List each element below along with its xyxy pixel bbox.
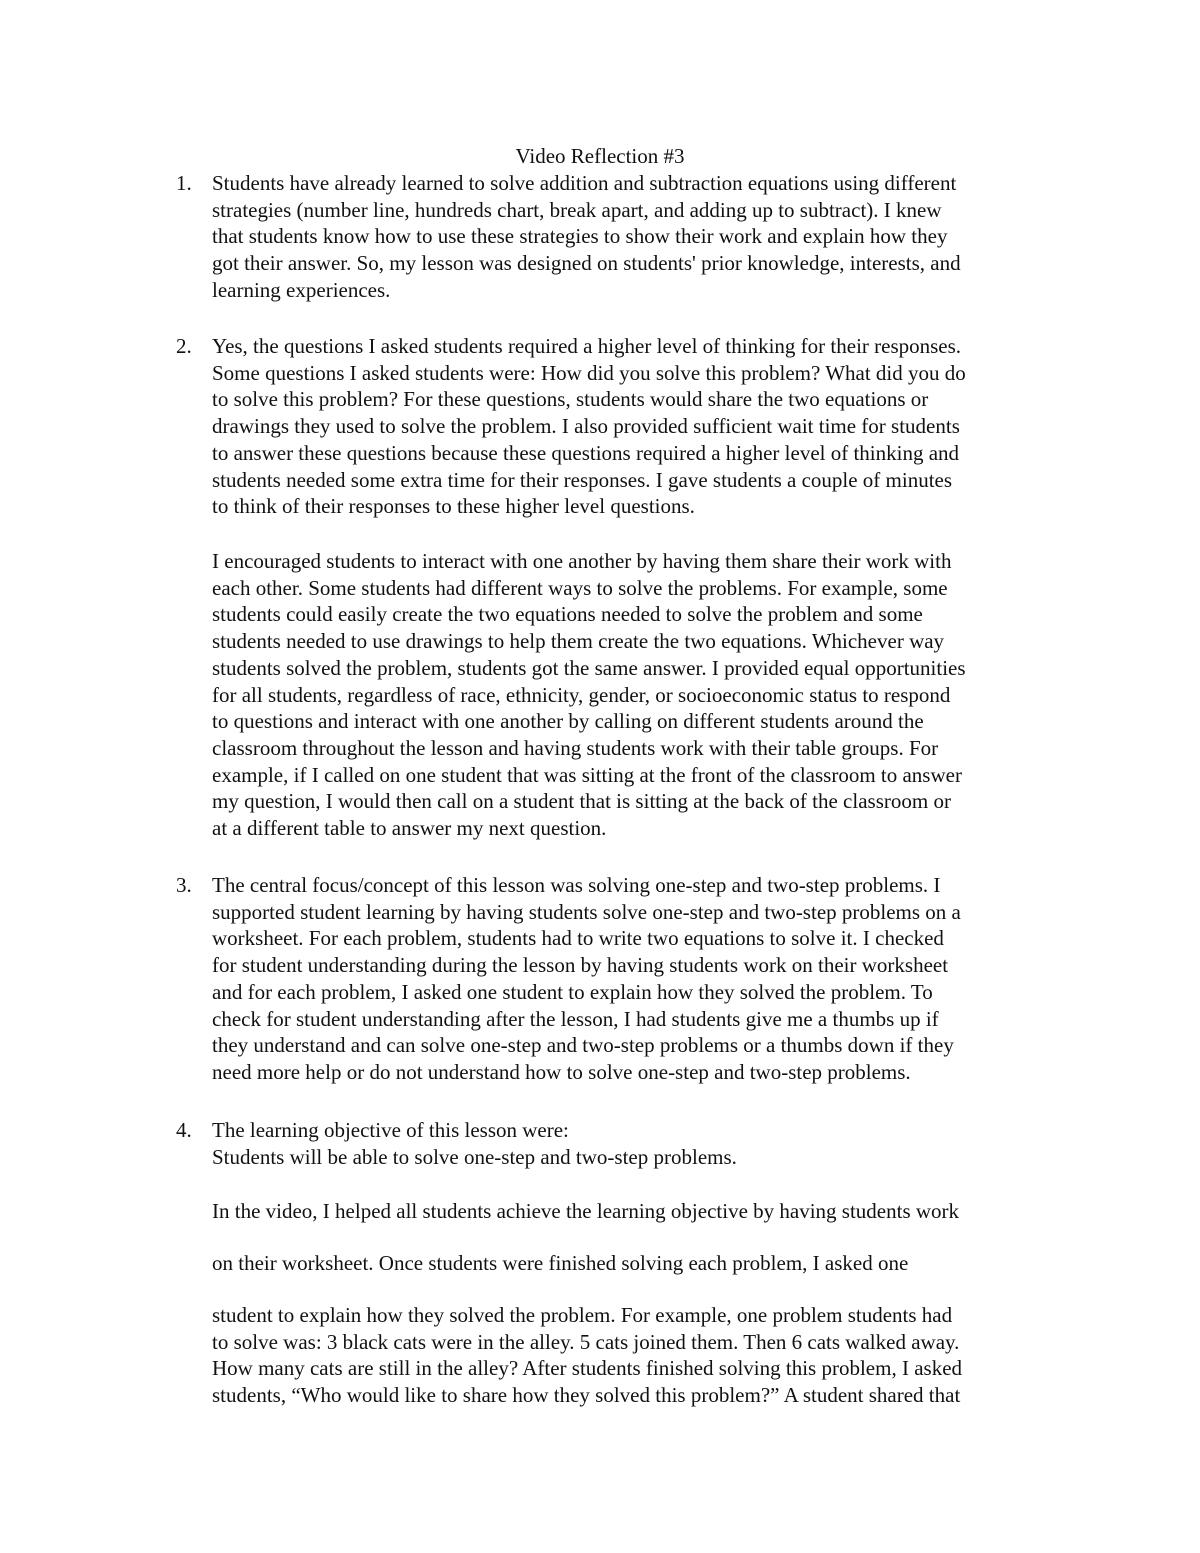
text-line: I encouraged students to interact with one another by having them share their work with xyxy=(212,549,952,573)
text-line: need more help or do not understand how to solve one-step and two-step problems. xyxy=(212,1059,911,1084)
item-1-paragraph xyxy=(212,170,1072,304)
text-line: to questions and interact with one another by calling on different students around the xyxy=(212,709,924,734)
text-line: student to explain how they solved the problem. For example, one problem students had xyxy=(212,1303,953,1327)
text-line: example, if I called on one student that was sitting at the front of the classroom to answer xyxy=(212,762,962,787)
text-line: learning experiences. xyxy=(212,277,391,302)
text-line: Yes, the questions I asked students required a higher level of thinking for their responses. xyxy=(212,334,962,358)
text-line: got their answer. So, my lesson was designed on students' prior knowledge, interests, and xyxy=(212,251,961,276)
text-line: for student understanding during the lesson by having students work on their worksheet xyxy=(212,953,949,978)
text-line: How many cats are still in the alley? After students finished solving this problem, I asked xyxy=(212,1356,963,1381)
text-line: and for each problem, I asked one student to explain how they solved the problem. To xyxy=(212,979,933,1004)
item-4-paragraph-2 xyxy=(212,1198,1072,1225)
text-line: to solve this problem? For these questions, students would share the two equations or xyxy=(212,387,929,412)
text-line: each other. Some students had different ways to solve the problems. For example, some xyxy=(212,575,948,600)
text-line: students could easily create the two equations needed to solve the problem and some xyxy=(212,602,923,627)
text-line: on their worksheet. Once students were finished solving each problem, I asked one xyxy=(212,1251,909,1275)
text-line: to think of their responses to these higher level questions. xyxy=(212,494,695,519)
text-line: students needed to use drawings to help them create the two equations. Whichever way xyxy=(212,629,945,654)
list-number-4: 4. xyxy=(176,1118,192,1142)
item-4-paragraph-1 xyxy=(212,1117,1072,1170)
list-number-3: 3. xyxy=(176,873,192,897)
text-line: to solve was: 3 black cats were in the alley. 5 cats joined them. Then 6 cats walked away. xyxy=(212,1329,960,1354)
text-line: for all students, regardless of race, ethnicity, gender, or socioeconomic status to respond xyxy=(212,682,951,707)
text-line: strategies (number line, hundreds chart, break apart, and adding up to subtract). I knew xyxy=(212,197,942,222)
list-number-1: 1. xyxy=(176,171,192,195)
list-number-2: 2. xyxy=(176,334,192,358)
text-line: In the video, I helped all students achieve the learning objective by having students work xyxy=(212,1199,960,1223)
text-line: drawings they used to solve the problem. I also provided sufficient wait time for students xyxy=(212,414,960,439)
text-line: students solved the problem, students got the same answer. I provided equal opportunities xyxy=(212,655,966,680)
text-line: The central focus/concept of this lesson was solving one-step and two-step problems. I xyxy=(212,873,941,897)
document-title: Video Reflection #3 xyxy=(515,144,685,168)
text-line: Students have already learned to solve addition and subtraction equations using different xyxy=(212,171,957,195)
text-line: The learning objective of this lesson were: xyxy=(212,1118,569,1142)
text-line: supported student learning by having students solve one-step and two-step problems on a xyxy=(212,899,961,924)
item-4-paragraph-4 xyxy=(212,1302,1072,1409)
text-line: students needed some extra time for their responses. I gave students a couple of minutes xyxy=(212,467,953,492)
text-line: classroom throughout the lesson and having students work with their table groups. For xyxy=(212,735,939,760)
text-line: check for student understanding after the lesson, I had students give me a thumbs up if xyxy=(212,1006,939,1031)
item-4-paragraph-3 xyxy=(212,1250,1072,1277)
text-line: worksheet. For each problem, students had to write two equations to solve it. I checked xyxy=(212,926,944,951)
text-line: that students know how to use these strategies to show their work and explain how they xyxy=(212,224,948,249)
item-2-paragraph-2 xyxy=(212,548,1072,842)
text-line: they understand and can solve one-step and two-step problems or a thumbs down if they xyxy=(212,1033,954,1058)
text-line: Students will be able to solve one-step and two-step problems. xyxy=(212,1144,737,1169)
text-line: Some questions I asked students were: How did you solve this problem? What did you do xyxy=(212,360,966,385)
item-3-paragraph xyxy=(212,872,1072,1086)
text-line: to answer these questions because these questions required a higher level of thinking and xyxy=(212,440,960,465)
text-line: my question, I would then call on a student that is sitting at the back of the classroom or xyxy=(212,789,951,814)
item-2-paragraph-1 xyxy=(212,333,1072,520)
text-line: at a different table to answer my next question. xyxy=(212,816,607,841)
text-line: students, “Who would like to share how they solved this problem?” A student shared that xyxy=(212,1383,961,1408)
